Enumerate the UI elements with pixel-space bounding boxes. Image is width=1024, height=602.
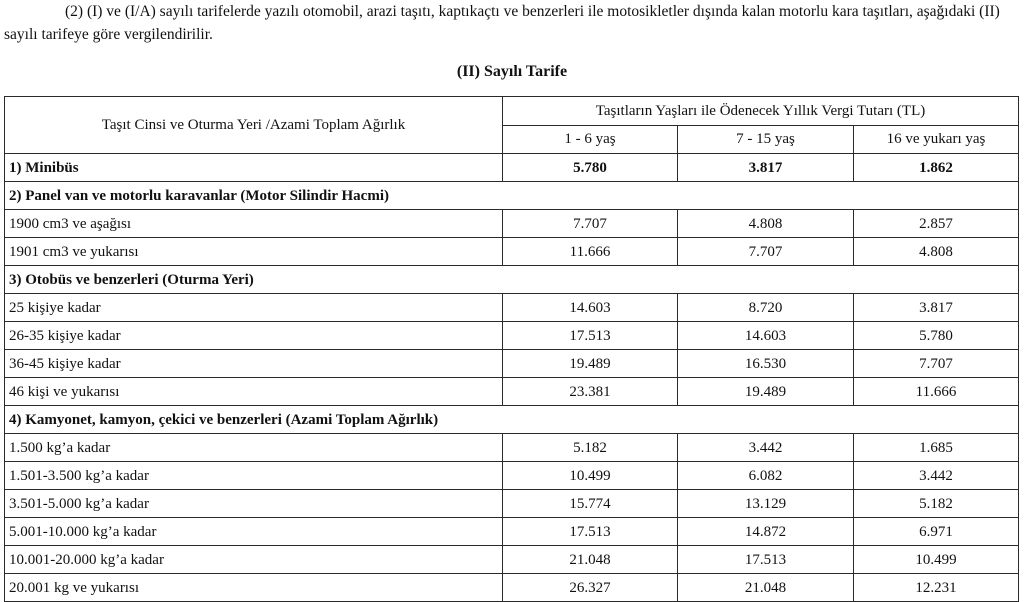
table-row [5, 350, 1019, 378]
tax-amount-age-1: 5.182 [503, 434, 678, 462]
table-row [5, 518, 1019, 546]
tax-amount-age-3: 7.707 [854, 350, 1019, 378]
tax-amount-age-1: 10.499 [503, 462, 678, 490]
tax-amount-age-3: 1.685 [854, 434, 1019, 462]
tax-amount-age-2: 13.129 [678, 490, 854, 518]
section-label: 2) Panel van ve motorlu karavanlar (Motor Silindir Hacmi) [5, 182, 1019, 210]
tax-amount-age-3: 6.971 [854, 518, 1019, 546]
tax-amount-age-3: 5.780 [854, 322, 1019, 350]
row-label: 26-35 kişiye kadar [5, 322, 503, 350]
tariff-title: (II) Sayılı Tarife [456, 63, 568, 80]
tax-amount-age-3: 12.231 [854, 574, 1019, 602]
tax-amount-age-1: 17.513 [503, 322, 678, 350]
tax-amount-age-2: 3.817 [678, 154, 854, 182]
row-label: 1) Minibüs [5, 154, 503, 182]
header-age-3: 16 ve yukarı yaş [854, 125, 1019, 154]
table-row [5, 154, 1019, 182]
tax-amount-age-1: 5.780 [503, 154, 678, 182]
table-row [5, 546, 1019, 574]
tax-amount-age-3: 5.182 [854, 490, 1019, 518]
tax-amount-age-1: 15.774 [503, 490, 678, 518]
tax-amount-age-3: 2.857 [854, 210, 1019, 238]
table-row [5, 210, 1019, 238]
tax-amount-age-3: 4.808 [854, 238, 1019, 266]
row-label: 1.501-3.500 kg’a kadar [5, 462, 503, 490]
tax-amount-age-3: 3.442 [854, 462, 1019, 490]
tax-amount-age-3: 3.817 [854, 294, 1019, 322]
table-row [5, 294, 1019, 322]
tax-amount-age-2: 4.808 [678, 210, 854, 238]
row-label: 10.001-20.000 kg’a kadar [5, 546, 503, 574]
table-row [5, 238, 1019, 266]
table-row [5, 462, 1019, 490]
tax-amount-age-1: 23.381 [503, 378, 678, 406]
section-row [5, 266, 1019, 294]
header-annual-tax: Taşıtların Yaşları ile Ödenecek Yıllık Vergi Tutarı (TL) [503, 97, 1019, 126]
row-label: 5.001-10.000 kg’a kadar [5, 518, 503, 546]
header-age-2: 7 - 15 yaş [678, 125, 854, 154]
tax-amount-age-1: 26.327 [503, 574, 678, 602]
tax-amount-age-2: 7.707 [678, 238, 854, 266]
table-row [5, 378, 1019, 406]
section-row [5, 182, 1019, 210]
tax-amount-age-2: 14.872 [678, 518, 854, 546]
tax-amount-age-1: 14.603 [503, 294, 678, 322]
tariff-table [4, 96, 1019, 602]
tax-amount-age-2: 8.720 [678, 294, 854, 322]
tax-amount-age-2: 16.530 [678, 350, 854, 378]
tax-amount-age-2: 17.513 [678, 546, 854, 574]
row-label: 46 kişi ve yukarısı [5, 378, 503, 406]
intro-paragraph [4, 0, 1020, 46]
row-label: 1.500 kg’a kadar [5, 434, 503, 462]
tax-amount-age-1: 17.513 [503, 518, 678, 546]
row-label: 36-45 kişiye kadar [5, 350, 503, 378]
tax-amount-age-1: 21.048 [503, 546, 678, 574]
tax-amount-age-1: 19.489 [503, 350, 678, 378]
row-label: 1901 cm3 ve yukarısı [5, 238, 503, 266]
header-vehicle-type: Taşıt Cinsi ve Oturma Yeri /Azami Toplam Ağırlık [5, 97, 503, 154]
row-label: 20.001 kg ve yukarısı [5, 574, 503, 602]
section-label: 4) Kamyonet, kamyon, çekici ve benzerleri (Azami Toplam Ağırlık) [5, 406, 1019, 434]
tax-amount-age-2: 19.489 [678, 378, 854, 406]
tax-amount-age-2: 6.082 [678, 462, 854, 490]
header-age-1: 1 - 6 yaş [503, 125, 678, 154]
tax-amount-age-2: 3.442 [678, 434, 854, 462]
tax-amount-age-2: 14.603 [678, 322, 854, 350]
row-label: 1900 cm3 ve aşağısı [5, 210, 503, 238]
section-row [5, 406, 1019, 434]
tax-amount-age-1: 11.666 [503, 238, 678, 266]
table-row [5, 434, 1019, 462]
table-row [5, 490, 1019, 518]
header-row-top [5, 97, 1019, 126]
table-body [5, 154, 1019, 602]
table-row [5, 322, 1019, 350]
tax-amount-age-2: 21.048 [678, 574, 854, 602]
tax-amount-age-3: 11.666 [854, 378, 1019, 406]
intro-text: (2) (I) ve (I/A) sayılı tarifelerde yazılı otomobil, arazi taşıtı, kaptıkaçtı ve benzerleri ile motosikletler dışında kalan motorlu kara taşıtları, aşağıdaki (II) sayılı tarifeye göre vergilendirilir. [4, 3, 1000, 43]
section-label: 3) Otobüs ve benzerleri (Oturma Yeri) [5, 266, 1019, 294]
table-row [5, 574, 1019, 602]
tax-amount-age-3: 10.499 [854, 546, 1019, 574]
row-label: 3.501-5.000 kg’a kadar [5, 490, 503, 518]
tax-amount-age-1: 7.707 [503, 210, 678, 238]
tax-amount-age-3: 1.862 [854, 154, 1019, 182]
row-label: 25 kişiye kadar [5, 294, 503, 322]
